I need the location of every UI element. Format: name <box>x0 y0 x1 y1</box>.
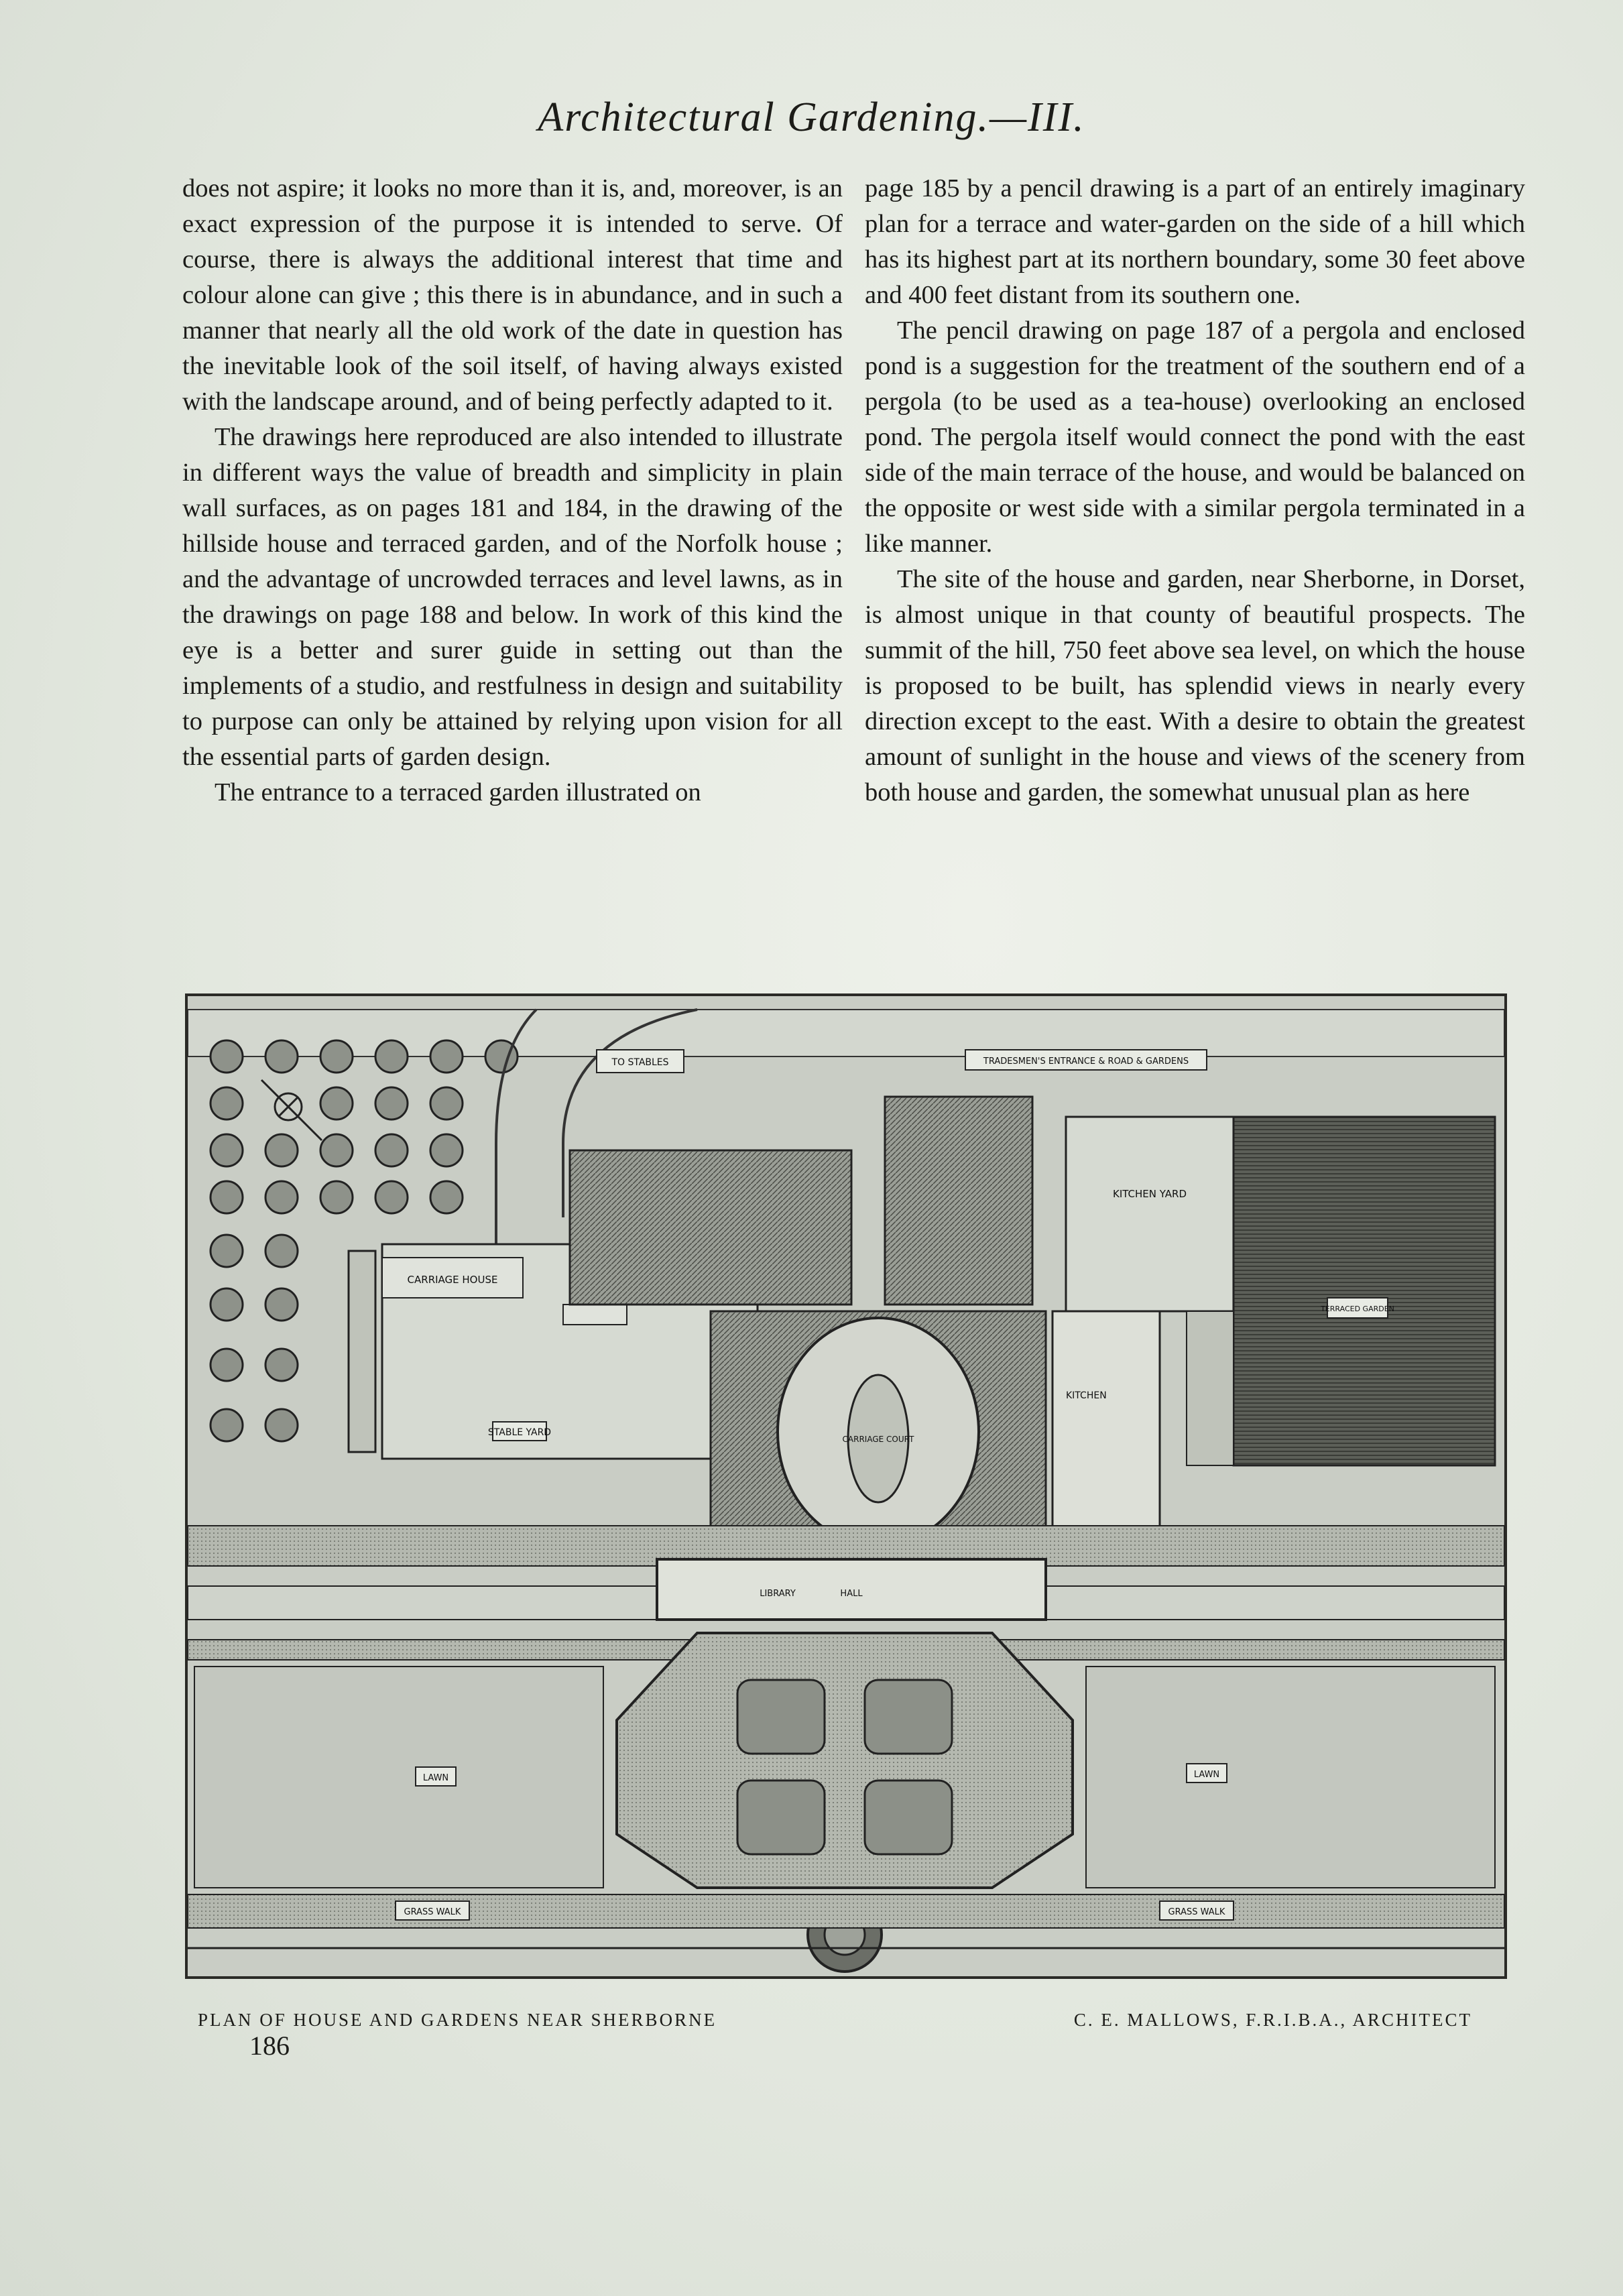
paragraph: The site of the house and garden, near Sherborne, in Dorset, is almost unique in that county of beautiful prospects. The summit of the hill, 750 feet above sea level, on which the house is proposed to be built, has splendid views in nearly every direction except to the east. With a desire to obtain the greatest amount of sunlight in the house and views of the scenery from both house and garden, the somewhat unusual plan as here <box>865 565 1525 806</box>
figure-caption: PLAN OF HOUSE AND GARDENS NEAR SHERBORNE <box>198 2010 717 2030</box>
house-garden-plan <box>185 993 1507 1979</box>
paragraph: The entrance to a terraced garden illustrated on <box>215 778 701 806</box>
architect-credit: C. E. MALLOWS, F.R.I.B.A., ARCHITECT <box>1073 2010 1472 2030</box>
paragraph: does not aspire; it looks no more than it is, and, moreover, is an exact expression of the purpose it is intended to serve. Of course, there is always the additional interest that time and colour alone can give ; this there is in abundance, and in such a manner that nearly all the old work of the date in question has the inevitable look of the soil itself, of having always existed with the landscape around, and of being perfectly adapted to it. <box>182 174 843 416</box>
grass-walk-left-label: GRASS WALK <box>404 1907 461 1917</box>
compass-icon <box>261 1080 322 1140</box>
running-title: Architectural Gardening.—III. <box>538 95 1085 140</box>
lawn-right-label: LAWN <box>1193 1770 1220 1780</box>
paragraph: The pencil drawing on page 187 of a pergola and enclosed pond is a suggestion for the treatment of the southern end of a pergola (to be used as a tea-house) overlooking an enclosed pond. The pergola itself would connect the pond with the east side of the main terrace of the house, and would be balanced on the opposite or west side with a similar pergola terminated in a like manner. <box>865 316 1525 558</box>
text-column-right <box>865 171 1525 810</box>
kitchen-yard-label: KITCHEN YARD <box>1113 1188 1187 1200</box>
terraced-garden-label: TERRACED GARDEN <box>1321 1305 1394 1313</box>
text-column-left <box>182 171 843 810</box>
library-label: LIBRARY <box>760 1589 796 1599</box>
grass-walk-right-label: GRASS WALK <box>1168 1907 1225 1917</box>
plan-drawing <box>188 996 1504 1976</box>
hall-label: HALL <box>840 1589 863 1599</box>
page-number: 186 <box>249 2031 290 2061</box>
paragraph: The drawings here reproduced are also intended to illustrate in different ways the value of breadth and simplicity in plain wall surfaces, as on pages 181 and 184, in the drawing of the hillside house and terraced garden, and of the Norfolk house ; and the advantage of uncrowded terraces and level lawns, as in the drawings on page 188 and below. In work of this kind the eye is a better and surer guide in setting out than the implements of a studio, and restfulness in design and suitability to purpose can only be attained by relying upon vision for all the essential parts of garden design. <box>182 423 843 771</box>
paragraph: page 185 by a pencil drawing is a part of an entirely imaginary plan for a terrace and water-garden on the side of a hill which has its highest part at its northern boundary, some 30 feet above and 400 feet distant from its southern one. <box>865 174 1525 309</box>
entrance-label: TRADESMEN'S ENTRANCE & ROAD & GARDENS <box>983 1056 1189 1067</box>
lawn-left-label: LAWN <box>422 1773 449 1783</box>
to-stables-label: TO STABLES <box>611 1057 669 1068</box>
carriage-house-label: CARRIAGE HOUSE <box>407 1274 498 1286</box>
kitchen-label: KITCHEN <box>1066 1390 1107 1401</box>
stable-yard-label: STABLE YARD <box>487 1427 552 1438</box>
carriage-court-label: CARRIAGE COURT <box>842 1435 914 1444</box>
